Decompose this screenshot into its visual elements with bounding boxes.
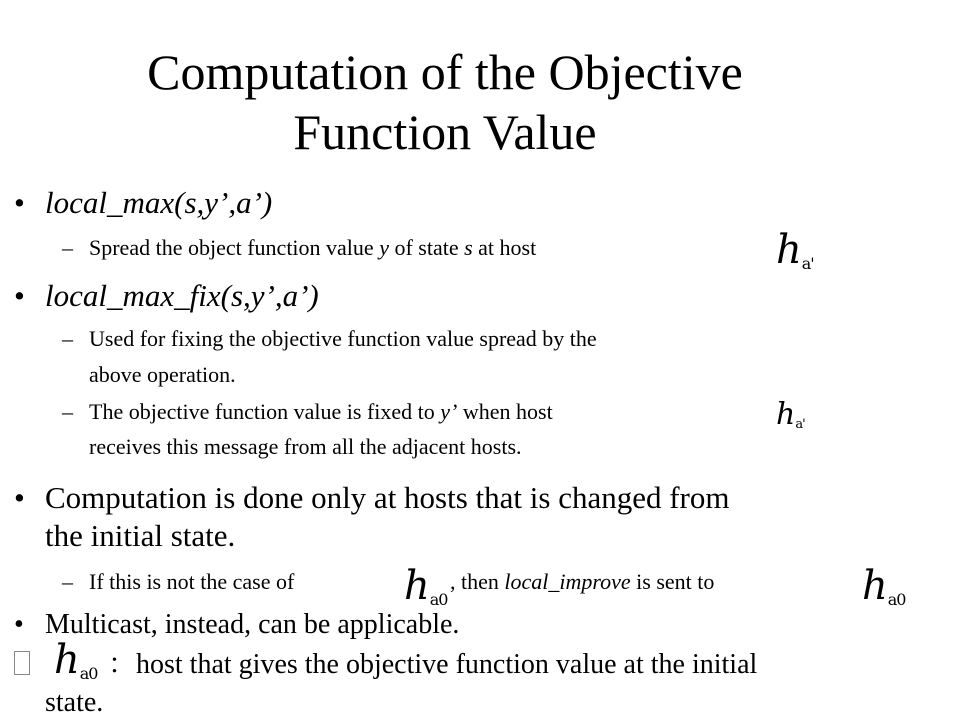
bullet-computation-line2: the initial state. xyxy=(45,518,236,553)
host-symbol-a-prime-small: $h_{a'}$ xyxy=(776,397,805,432)
dash-marker: – xyxy=(62,569,73,594)
bullet-local-max: local_max(s,y’,a’) xyxy=(45,185,273,220)
bullet-marker: • xyxy=(14,278,25,313)
sub-if-not-case-part1: If this is not the case of xyxy=(89,569,295,594)
dash-marker: – xyxy=(62,235,73,260)
bullet-marker: • xyxy=(14,480,25,515)
dash-marker: – xyxy=(62,399,73,424)
sub-fixed-line1: The objective function value is fixed to y’ when host xyxy=(89,399,553,424)
bullet-local-max-fix: local_max_fix(s,y’,a’) xyxy=(45,278,319,313)
sub-if-not-case-part2: , then local_improve is sent to xyxy=(450,569,715,594)
host-symbol-a0-definition: $h_{a0}$ xyxy=(54,637,98,683)
sub-fixed-line2: receives this message from all the adjacent hosts. xyxy=(89,434,522,459)
dash-marker: – xyxy=(62,326,73,351)
sub-fixing-line2: above operation. xyxy=(89,362,236,387)
bullet-marker: • xyxy=(14,609,24,640)
bullet-host-definition-line2: state. xyxy=(45,687,104,718)
title-line-2: Function Value xyxy=(293,104,597,160)
host-symbol-a0: $h_{a0}$ xyxy=(404,563,448,609)
bullet-marker: • xyxy=(14,185,25,220)
sub-spread-text: Spread the object function value y of state s at host xyxy=(89,235,537,260)
missing-glyph-icon xyxy=(14,651,30,675)
host-symbol-a-prime: $h_{a'}$ xyxy=(776,227,814,273)
bullet-multicast: Multicast, instead, can be applicable. xyxy=(45,609,460,640)
bullet-host-definition-line1: ：host that gives the objective function value at the initial xyxy=(108,649,758,680)
host-symbol-a0-right: $h_{a0}$ xyxy=(862,563,906,609)
bullet-computation-line1: Computation is done only at hosts that is changed from xyxy=(45,480,730,515)
title-line-1: Computation of the Objective xyxy=(147,44,743,100)
sub-fixing-line1: Used for fixing the objective function value spread by the xyxy=(89,326,597,351)
slide-title xyxy=(60,42,830,162)
